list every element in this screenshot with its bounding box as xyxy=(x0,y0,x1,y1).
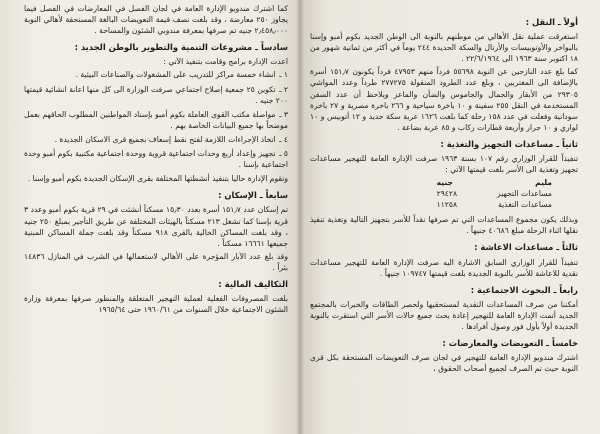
section-6-item xyxy=(24,69,288,80)
item-text: اتخاذ الإجراءات اللازمة لفتح نقط إسعاف بجميع قرى الاسكان الجديدة . xyxy=(54,134,276,144)
item-number: ١ ـ xyxy=(279,70,288,80)
table-row xyxy=(437,188,560,199)
item-number: ٣ ـ xyxy=(279,109,288,119)
aid-table-col-value: جنيه xyxy=(436,178,453,188)
section-3-heading: ثالثاً ـ مساعدات الاعاشة : xyxy=(474,242,578,253)
item-number: ٢ ـ xyxy=(279,84,288,94)
aid-table xyxy=(437,177,560,210)
section-2-paragraph: تنفيذاً للقرار الوزاري رقم ١٠٧ بسنة ١٩٦٣ صرفت الإدارة العامة للتهجير مساعدات تجهيز وتغذية الى الأسر بلغت قيمتها الآتي : xyxy=(310,154,578,175)
right-page xyxy=(300,0,600,434)
section-1-paragraph-2: كما بلغ عدد النازحين عن النوبة ٥٥٦٩٨ فرداً منهم ٤٧٩٥٣ فرداً يكونون ١٥١٫٧ أسرة بالإضافة الى المغتربين ، وبلغ عدد الطرود المنقولة ٢٧٧٢٧٥ طرداً وعدد المواشي ٢٩٣٠٥ من الأبقار والجمال والجاموس والضأن والماعز ويلاحظ أن عدد السفن المستخدمة في النقل ٢٥٥ سفينة و ١٠ باخرة سياحية و ٢٦٦ باخرة مصرية و ٢٧ باخرة سودانية وفعلت في عدد ١٥٨ رحلة كما بلغت ١٦٢٦ عربة سكة حديد و ١٢ أتوبيس و ١٠ لواري و ١٠ جرار وأربعة قطارات ركاب و ٨٥ عربة بضاعة . xyxy=(310,67,578,132)
section-6-item xyxy=(24,134,288,145)
section-6-item xyxy=(24,84,288,106)
table-row-label: مساعدات التجهيز xyxy=(497,189,552,199)
item-number: ٤ ـ xyxy=(279,134,288,144)
item-number: ٥ ـ xyxy=(279,149,288,159)
section-6-intro: اعدت الإدارة برامج وقامت بتنفيذ الآتي : xyxy=(163,57,288,67)
section-1-heading: أولاً ـ النقل : xyxy=(525,17,578,27)
section-4-heading: رابعاً ـ البحوث الاجتماعية : xyxy=(470,284,578,295)
section-6-item xyxy=(24,109,288,131)
table-row-value: ٢٩٤٢٨ xyxy=(436,189,458,199)
section-1-paragraph: استغرقت عملية نقل الأهالي من موطنهم بالنوبة الى الوطن الجديد بكوم أمبو وإسنا بالبواخر والأوتوبيسات والأرتال والسكة الحديدة ٢٤٤ يوماً في أكثر من ثمانية شهور من ١٨ اكتوبر سنة ١٩٦٣ الى ٢٢/٦/١٩٦٤ . xyxy=(310,32,578,64)
section-6-item xyxy=(24,148,288,170)
section-2-outro: وبذلك يكون مجموع المساعدات التي تم صرفها نقداً للأسر بتجهيز التالية وتغذية تنفيذ نقلها اثناء الرحلة مبلغ ٤٠٦٨٦ جنيهاً . xyxy=(310,215,578,236)
section-7-heading: سابعاً ـ الإسكان : xyxy=(218,190,288,201)
left-intro-paragraph: كما اشترك مندوبو الإدارة العامة في لجان الفصل في المعارضات في الفصل فيما يجاوز ٢٥٠ معارضة ، وقد بلغت نصف قيمة التعويضات البالغة المستحقة لأهالي النوبة ٢٫٤٥٨٫٠٠٠ جنيه تم صرفها بمعرفة مندوبي الشئون والمساحة . xyxy=(24,4,288,36)
section-6-heading: سادساً ـ مشروعات التنمية والتطوير بالوطن الجديد : xyxy=(74,42,288,53)
item-text: مواصلة مكتب القوى العاملة بكوم أمبو بإسناد المواطنين المطلوب الحاقهم بعمل موضحاً بها جميع البيانات الخاصة بهم . xyxy=(24,109,288,130)
table-row-value: ١١٢٥٨ xyxy=(436,200,458,210)
section-5-heading: خامساً ـ التعويضات والمعارضات : xyxy=(442,338,578,349)
table-row xyxy=(437,199,560,210)
costs-paragraph: بلغت المصروفات الفعلية لعملية التهجير المتعلقة والمنظور صرفها بمعرفة وزارة الشئون الاجتماعية خلال السنوات من ١٩٦٠/٦١ حتى ١٩٦٥/٦٤ xyxy=(24,294,288,315)
item-text: انشاء خمسة مراكز للتدريب على المشغولات والصناعات البيئية . xyxy=(75,70,276,80)
costs-heading: التكاليف المالية : xyxy=(218,278,288,289)
table-row-label: مساعدات التغذية xyxy=(498,200,552,210)
aid-table-col-label: مليم xyxy=(535,178,552,188)
section-5-paragraph: اشترك مندوبو الإدارة العامة للتهجير في لجان صرف التعويضات المستحقة بكل قرى النوبة حيث تم الصرف لجميع أصحاب الحقوق ، xyxy=(310,353,578,374)
section-2-heading: ثانياً ـ مساعدات التجهيز والتغذية : xyxy=(440,138,578,149)
item-text: تجهيز وإعداد أربع وحدات اجتماعية قروية ووحدة اجتماعية مكتبية بكوم أمبو وحدة اجتماعية بإسنا . xyxy=(24,149,288,170)
item-text: تكوين ٢٥ جمعية إصلاح اجتماعي صرفت الوزارة الى كل منها اعانة انشائية قيمتها ٢٠٠ جنيه . xyxy=(24,84,288,105)
section-7-paragraph-2: وقد بلغ عدد الآبار المؤجرة على الأهالي لاستعمالها في الشرب في المنازل ١٤٨٣٦ بئراً . xyxy=(24,251,288,272)
aid-table-header xyxy=(437,177,560,188)
section-4-paragraph: أمكننا من صرف المساعدات النقدية لمستحقيها ولحصر الطاقات والخبرات بالمجتمع الجديد أتمت الإدارة العامة للتهجير إعادة بحث جميع حالات الأسر التي استقرت بالنوبة الجديدة أولاً بأول فور وصول أفرادها . xyxy=(310,299,578,331)
section-3-paragraph: تنفيذاً للقرار الوزاري السابق الاشارة اليه صرفت الإدارة العامة للتهجير مساعدات نقدية للاعاشة للأسر بالنوبة الجديدة بلغت قيمتها ١٠٩٧٤٧ جنيهاً . xyxy=(310,257,578,278)
section-6-outro: وتقوم الإدارة حاليا بتنفيذ أنشطتها المختلفة بقرى الإسكان الجديدة بكوم أمبو وإسنا . xyxy=(27,174,288,184)
section-7-paragraph: تم إسكان عدد ١٥١٫٧ أسرة بعدد ١٥٫٣٠ مسكناً أنشئت في ٢٩ قرية بكوم أمبو وعدد ٣ قرية بإسنا كما تشغل ٢١٣ مسكناً بالهيئات المختلفة عن طريق التأجير بمبلغ ٢٥٠ جنيه ، وقد بلغت المساكن الخالية بالقرى ٩١٨ مسكناً وقد بلغت جملة المساكن المبنية جميعها ١٦٦٦١ مسكناً . xyxy=(24,205,288,248)
